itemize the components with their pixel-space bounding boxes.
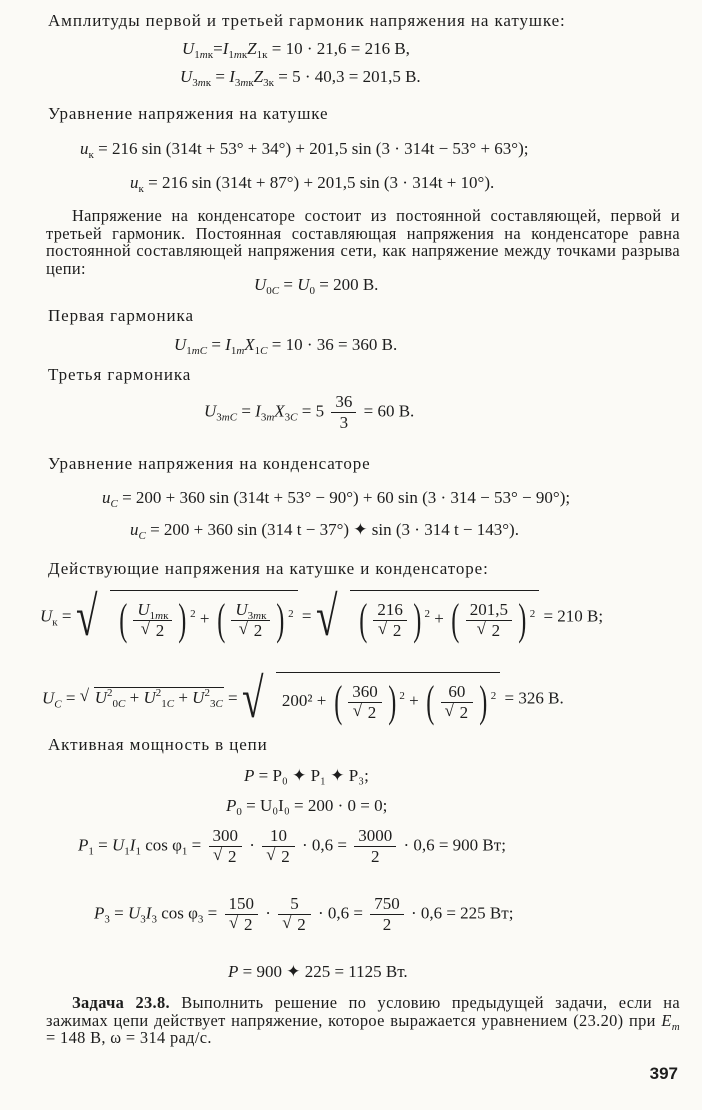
eq-u3mc: $U_{3mC} = I_{3m}X_{3C} = 5$ $\frac{36}{3}$ = 60 В.: [204, 392, 415, 432]
paragraph-capacitor: Напряжение на конденсаторе состоит из постоянной составляющей, первой и третьей гармоник. Постоянная составляющая напряжения на конденсаторе равна постоянной составляющей напряжения сети, как напряжение между точками разрыва цепи:: [46, 206, 680, 278]
heading-coil-equation: Уравнение напряжения на катушке: [48, 104, 329, 123]
task-23-8: Задача 23.8. Выполнить решение по условию предыдущей задачи, если на зажимах цепи действует напряжение, которое выражается уравнением (23.20) при $E_m = 148$ В, ω = 314 рад/с.: [46, 993, 681, 1047]
eq-u0c: $U_{0C} = U_0 = 200$ В.: [254, 275, 379, 297]
eq-p-total: P = 900 ✦ 225 = 1125 Вт.: [228, 962, 408, 981]
eq-u1mk: $U_{1mк}=I_{1mк}Z_{1к} = 10 \cdot 21,6 = 216$ В,: [182, 39, 410, 61]
eq-p-sum: P = P₀ ✦ P₁ ✦ P₃;: [244, 766, 369, 785]
eq-p3: $P_3 = U_3I_3$ $\cos \varphi_3$ = 150 √ 2 · 5 √ 2 · 0,6 = $\frac{750}{2}$ · 0,6 = 225 Вт;: [94, 894, 513, 948]
eq-u3mk: $U_{3mк} = I_{3mк}Z_{3к} = 5 \cdot 40,3 = 201,5$ В.: [180, 67, 421, 89]
eq-uc-1: $u_C = 200 + 360$ sin (314t + 53° − 90°) + 60 sin (3 · 314 − 53° − 90°);: [102, 488, 571, 510]
heading-capacitor-equation: Уравнение напряжения на конденсаторе: [48, 454, 371, 473]
eq-uc-2: $u_C = 200 + 360$ sin (314 t − 37°) ✦ sin (3 · 314 t − 143°).: [130, 520, 519, 542]
eq-p1: $P_1 = U_1I_1$ $\cos \varphi_1$ = 300 √ 2 · 10 √ 2 · 0,6 = $\frac{3000}{2}$ · 0,6 = 900 Вт;: [78, 826, 506, 880]
heading-active-power: Активная мощность в цепи: [48, 735, 268, 754]
page-number: 397: [649, 1064, 678, 1083]
eq-u1mc: $U_{1mC} = I_{1m}X_{1C} = 10 \cdot 36 = 360$ В.: [174, 335, 398, 357]
heading-third-harmonic: Третья гармоника: [48, 365, 192, 384]
eq-uk-2: $u_к = 216$ sin (314t + 87°) + 201,5 sin (3 · 314t + 10°).: [130, 173, 495, 195]
eq-uk-1: $u_к = 216$ sin (314t + 53° + 34°) + 201,5 sin (3 · 314t − 53° + 63°);: [80, 139, 529, 161]
intro-amplitudes: Амплитуды первой и третьей гармоник напряжения на катушке:: [48, 11, 566, 30]
eq-uc-rms: $U_C$ = √ $U^2_{0C} + U^2_{1C} + U^2_{3C}$ = √ 200² + ( 360 √ 2 ) $^2$ + ( 60 √ 2 ) $^2$ = 326 В.: [42, 672, 564, 732]
heading-first-harmonic: Первая гармоника: [48, 306, 194, 325]
eq-p0: $P_0 = U_0I_0 = 200 \cdot 0 = 0$;: [226, 796, 388, 818]
heading-rms: Действующие напряжения на катушке и конденсаторе:: [48, 559, 489, 578]
eq-uk-rms: $U_к$ = √ ( $U_{1mк}$ √ 2 ) $^2$ + ( $U_{3mк}$ √ 2 ) $^2$ = √ ( 216 √ 2 ) $^2$ + ( 201,5 √ 2 ) $^2$ = 210 В;: [40, 590, 603, 660]
